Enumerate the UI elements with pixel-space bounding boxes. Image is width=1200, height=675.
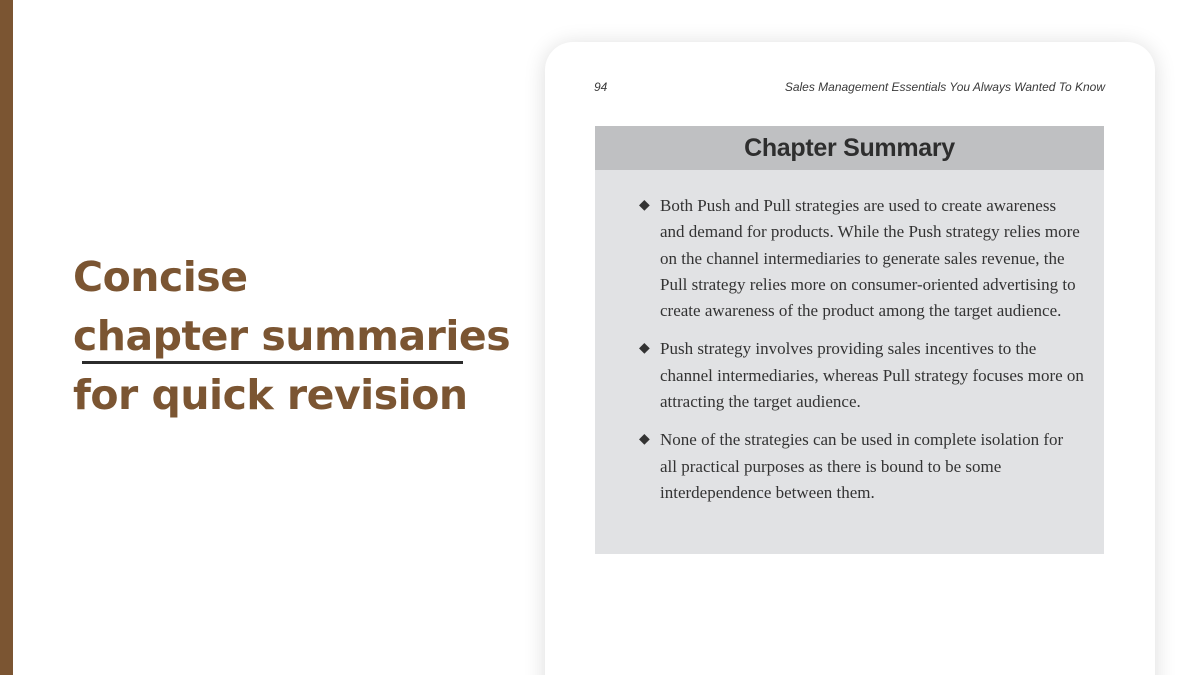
chapter-summary-title: Chapter Summary [595,126,1104,170]
diamond-bullet-icon: ◆ [639,432,650,448]
page-number: 94 [594,80,608,94]
summary-item [639,427,1084,506]
headline [73,248,511,425]
summary-list [595,170,1104,506]
diamond-bullet-icon: ◆ [639,198,650,213]
running-head [594,80,1105,96]
headline-line-1: Concise [73,253,248,301]
book-page [545,42,1155,675]
book-title: Sales Management Essentials You Always Wanted To Know [784,80,1105,94]
summary-item-text: Push strategy involves providing sales incentives to the channel intermediaries, whereas Pull strategy focuses more on attracting the target audience. [660,339,1084,412]
chapter-summary-box [595,126,1104,554]
headline-line-3: for quick revision [73,371,468,419]
summary-item-text: None of the strategies can be used in complete isolation for all practical purposes as there is bound to be some interdependence between them. [660,430,1064,502]
summary-item [639,336,1084,415]
headline-underline [82,361,463,364]
headline-line-2: chapter summaries [73,312,511,360]
accent-bar [0,0,13,675]
summary-item-text: Both Push and Pull strategies are used to create awareness and demand for products. While the Push strategy relies more on the channel intermediaries to generate sales revenue, the Pull strategy relies more on consumer-oriented advertising to create awareness of the product among the target audience. [660,196,1080,321]
summary-item [639,193,1084,324]
diamond-bullet-icon: ◆ [639,341,650,357]
